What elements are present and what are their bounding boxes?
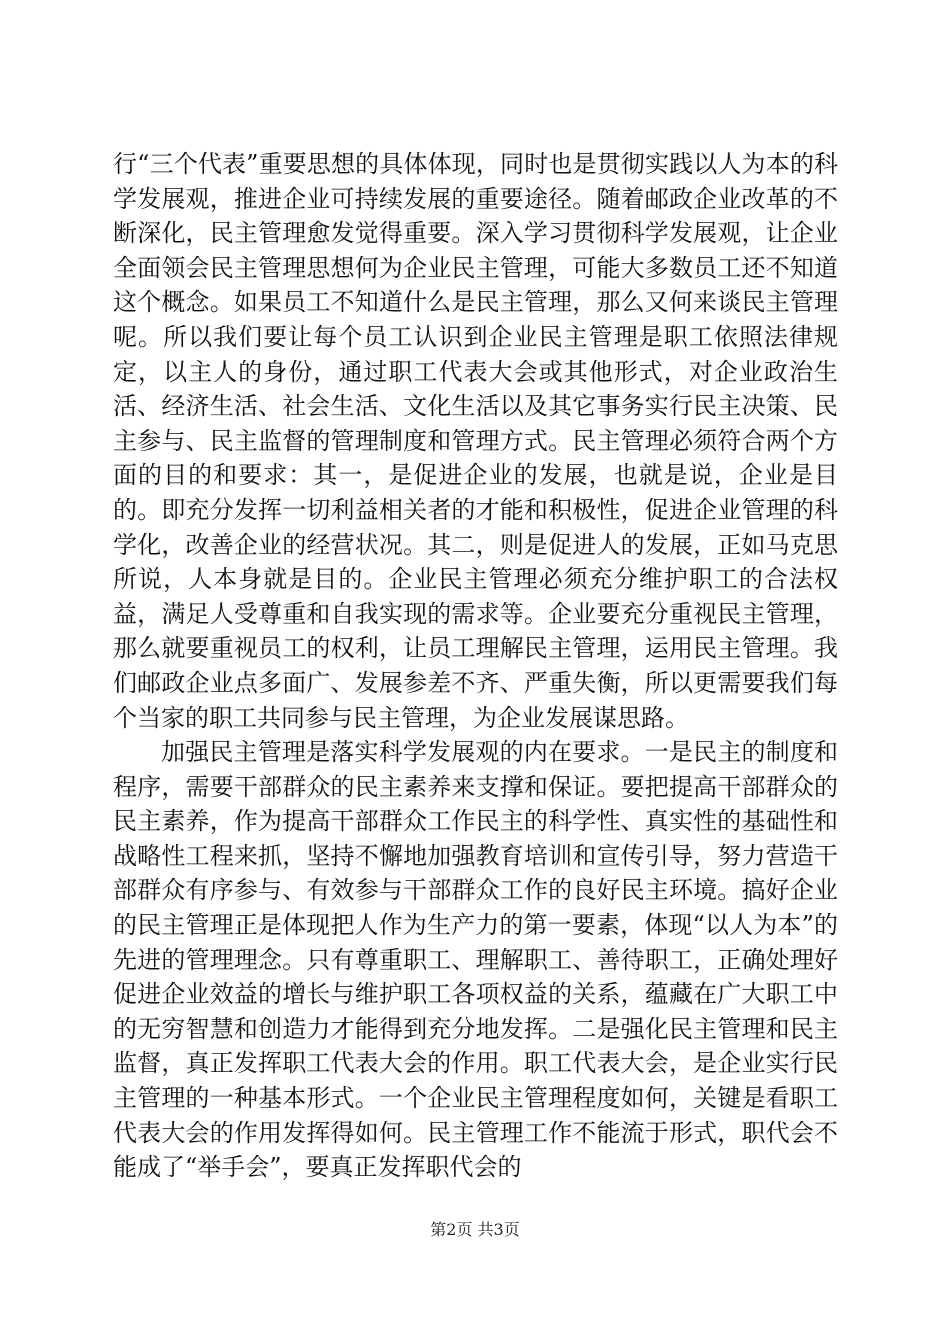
paragraph-continuation: 行“三个代表”重要思想的具体体现，同时也是贯彻实践以人为本的科学发展观，推进企业可持续发展的重要途径。随着邮政企业改革的不断深化，民主管理愈发觉得重要。深入学习贯彻科学发展观，让企业全面领会民主管理思想何为企业民主管理，可能大多数员工还不知道这个概念。如果员工不知道什么是民主管理，那么又何来谈民主管理呢。所以我们要让每个员工认识到企业民主管理是职工依照法律规定，以主人的身份，通过职工代表大会或其他形式，对企业政治生活、经济生活、社会生活、文化生活以及其它事务实行民主决策、民主参与、民主监督的管理制度和管理方式。民主管理必须符合两个方面的目的和要求：其一，是促进企业的发展，也就是说，企业是目的。即充分发挥一切利益相关者的才能和积极性，促进企业管理的科学化，改善企业的经营状况。其二，则是促进人的发展，正如马克思所说，人本身就是目的。企业民主管理必须充分维护职工的合法权益，满足人受尊重和自我实现的需求等。企业要充分重视民主管理，那么就要重视员工的权利，让员工理解民主管理，运用民主管理。我们邮政企业点多面广、发展参差不齐、严重失衡，所以更需要我们每个当家的职工共同参与民主管理，为企业发展谋思路。	[113, 150, 838, 732]
document-body	[113, 147, 838, 1185]
page-footer: 第2页 共3页	[430, 1220, 520, 1239]
paragraph-democratic-management: 加强民主管理是落实科学发展观的内在要求。一是民主的制度和程序，需要干部群众的民主素养来支撑和保证。要把提高干部群众的民主素养，作为提高干部群众工作民主的科学性、真实性的基础性和战略性工程来抓，坚持不懈地加强教育培训和宣传引导，努力营造干部群众有序参与、有效参与干部群众工作的良好民主环境。搞好企业的民主管理正是体现把人作为生产力的第一要素，体现“以人为本”的先进的管理理念。只有尊重职工、理解职工、善待职工，正确处理好促进企业效益的增长与维护职工各项权益的关系，蕴藏在广大职工中的无穷智慧和创造力才能得到充分地发挥。二是强化民主管理和民主监督，真正发挥职工代表大会的作用。职工代表大会，是企业实行民主管理的一种基本形式。一个企业民主管理程度如何，关键是看职工代表大会的作用发挥得如何。民主管理工作不能流于形式，职代会不能成了“举手会”，要真正发挥职代会的	[113, 738, 838, 1182]
